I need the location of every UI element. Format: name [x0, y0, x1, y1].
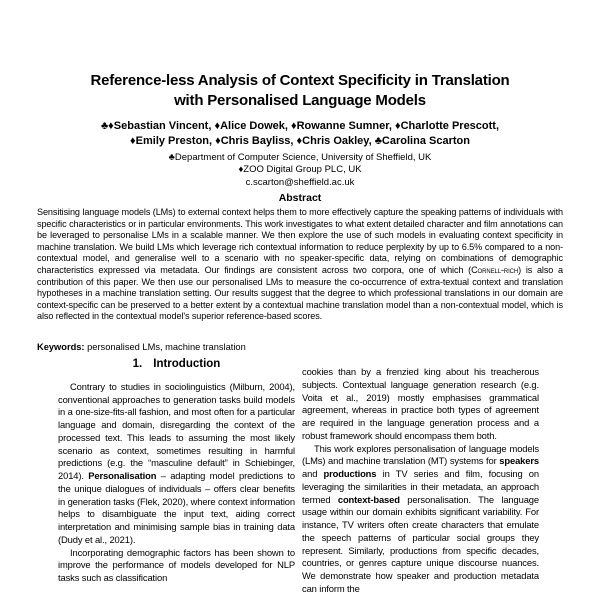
keywords-label: Keywords:: [37, 342, 85, 352]
text-segment: This work explores personalisation of language models (LMs) and machine translation (MT) systems for: [302, 442, 539, 467]
abstract-text: [37, 207, 563, 323]
text-segment: Personalisation: [88, 470, 157, 481]
section-number: 1.: [132, 358, 143, 370]
text-segment: Cornell-rich: [471, 264, 519, 275]
keywords-line: [37, 342, 563, 352]
section-heading-introduction: [58, 358, 295, 371]
body-paragraph: Incorporating demographic factors has been shown to improve the performance of models developed for NLP tasks such as classification: [58, 546, 295, 583]
text-segment: personalisation. The language usage within our domain exhibits significant variability. For instance, TV writers often create characters that emulate the speech patterns of particular social groups they represent. Similarly, productions from specific decades, countries, or genres capture unique discourse nuances. We demonstrate how speaker and production metadata can inform the: [302, 493, 539, 594]
affiliations: [0, 152, 600, 175]
contact-email[interactable]: c.scarton@sheffield.ac.uk: [245, 177, 355, 188]
keywords-text: personalised LMs, machine translation: [84, 342, 246, 352]
text-segment: speakers: [499, 455, 539, 467]
affiliation-sheffield: ♣Department of Computer Science, University of Sheffield, UK: [168, 152, 432, 163]
text-segment: and: [302, 468, 324, 479]
body-paragraph: [302, 443, 539, 596]
text-segment: productions: [323, 468, 377, 479]
text-segment: in TV series and film, focusing on leveraging the similarities in their metadata, an approach termed: [302, 468, 539, 505]
section-title: Introduction: [153, 358, 221, 370]
left-column: [58, 356, 295, 600]
authors-line1: ♣♦Sebastian Vincent, ♦Alice Dowek, ♦Rowanne Sumner, ♦Charlotte Prescott,: [100, 120, 500, 132]
text-segment: – adapting model predictions to the unique dialogues of individuals – offers clear benefits in generation tasks (Flek, 2020), where context information helps to disambiguate the input text, aiding correct interpretation and minimising sample bias in training data (Dudy et al., 2021).: [58, 470, 295, 545]
authors-line2: ♦Emily Preston, ♦Chris Bayliss, ♦Chris Oakley, ♣Carolina Scarton: [130, 135, 470, 147]
text-segment: context-based: [337, 493, 400, 505]
body-paragraph: cookies than by a frenzied king about his treacherous subjects. Contextual language generation research (e.g. Voita et al., 2019) mostly emphasises grammatical agreement, whereas in practice both types of agreement are required in the language generation process and a robust framework should encompass them both.: [302, 366, 539, 441]
right-column: [302, 366, 539, 600]
abstract-heading: Abstract: [278, 192, 322, 204]
paper-title: [0, 71, 600, 111]
text-segment: Sensitising language models (LMs) to external context helps them to more effectively capture the speaking patterns of individuals with specific characteristics or in particular environments. This work investigates to what extent detailed character and film annotations can be leveraged to personalise LMs in a scalable manner. We then explore the use of such models in evaluating context specificity in machine translation. We build LMs which leverage rich contextual information to reduce perplexity by up to 6.5% compared to a non-contextual model, and generalise well to a scenario with no speaker-specific data, relying on combinations of demographic characteristics expressed via metadata. Our findings are consistent across two corpora, one of which (: [37, 207, 563, 275]
affiliation-zoo-digital: ♦ZOO Digital Group PLC, UK: [238, 163, 362, 175]
body-paragraph: [58, 381, 295, 547]
author-list: [0, 119, 600, 149]
paper-title-line2: with Personalised Language Models: [174, 92, 426, 109]
text-segment: ) is also a contribution of this paper. We then use our personalised LMs to measure the co-occurrence of extra-textual context and translation hypotheses in a machine translation setting. Our results suggest that the degree to which professional translations in our domain are context-specific can be preserved to a better extent by a contextual machine translation model than a non-contextual model, which is also reflected in the contextual model's superior reference-based scores.: [37, 264, 563, 322]
paper-title-line1: Reference-less Analysis of Context Specificity in Translation: [90, 72, 510, 89]
text-segment: Contrary to studies in sociolinguistics (Milburn, 2004), conventional approaches to generation tasks build models in a one-size-fits-all fashion, and most often for a particular language and domain, disregarding the context of the processed text. This leads to assuming the most likely scenario as context, sometimes resulting in harmful predictions (e.g. the “masculine default” in Schiebinger, 2014).: [58, 380, 295, 481]
